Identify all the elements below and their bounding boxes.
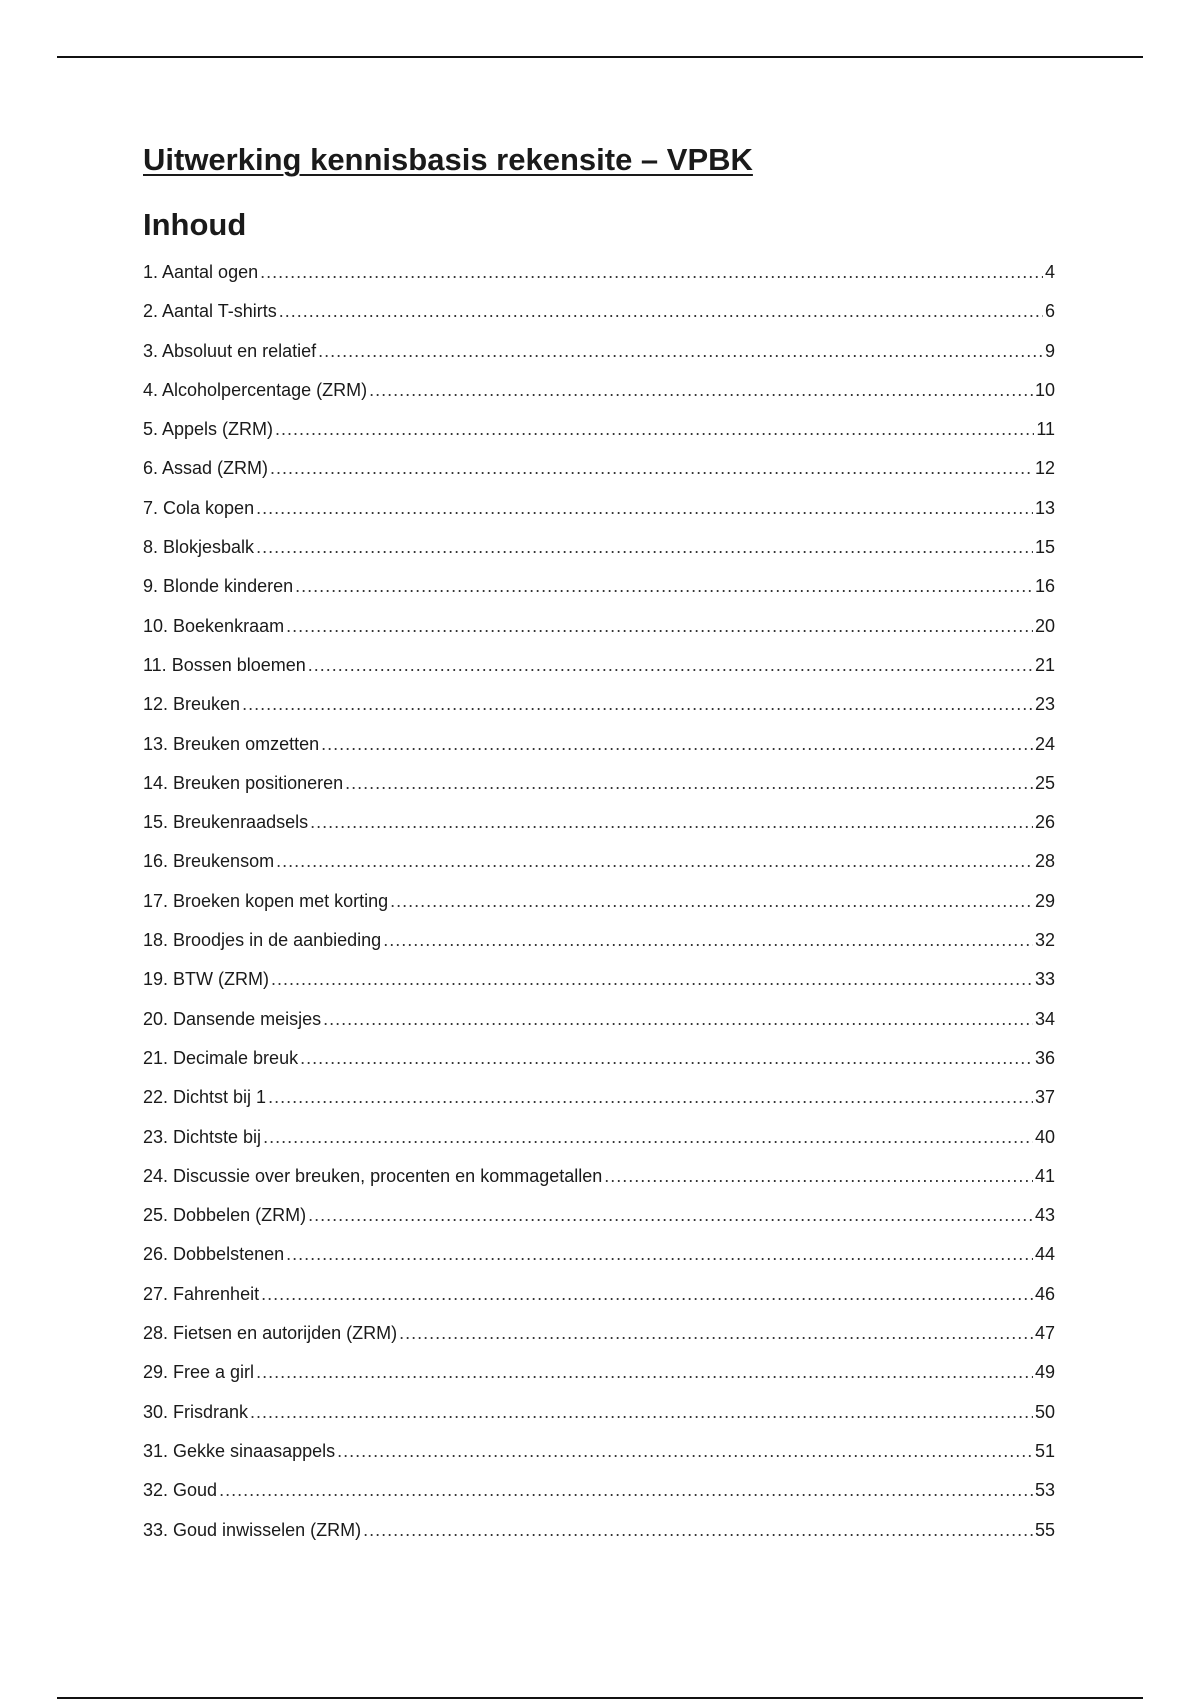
- toc-entry-page: 33: [1034, 969, 1055, 990]
- toc-entry-page: 10: [1034, 379, 1055, 400]
- toc-entry-page: 55: [1034, 1519, 1055, 1540]
- toc-entry[interactable]: [143, 1242, 1055, 1281]
- toc-entry[interactable]: [143, 1007, 1055, 1046]
- toc-entry[interactable]: [143, 849, 1055, 888]
- toc-entry-label: 18. Broodjes in de aanbieding: [143, 930, 382, 951]
- toc-entry-label: 2. Aantal T-shirts: [143, 301, 277, 322]
- toc-entry-label: 7. Cola kopen: [143, 497, 255, 518]
- toc-entry[interactable]: [143, 1360, 1055, 1399]
- toc-entry-label: 20. Dansende meisjes: [143, 1008, 322, 1029]
- toc-entry-page: 50: [1034, 1401, 1055, 1422]
- toc-entry[interactable]: [143, 771, 1055, 810]
- toc-dot-leader: [310, 810, 1033, 834]
- toc-heading: Inhoud: [143, 207, 247, 242]
- toc-dot-leader: [390, 889, 1033, 913]
- toc-dot-leader: [256, 1360, 1033, 1384]
- toc-dot-leader: [279, 299, 1043, 323]
- toc-entry[interactable]: [143, 299, 1055, 338]
- toc-entry[interactable]: [143, 456, 1055, 495]
- toc-entry-page: 51: [1034, 1440, 1055, 1461]
- toc-entry[interactable]: [143, 1046, 1055, 1085]
- toc-entry-label: 10. Boekenkraam: [143, 615, 285, 636]
- toc-dot-leader: [399, 1321, 1033, 1345]
- toc-entry-label: 25. Dobbelen (ZRM): [143, 1205, 307, 1226]
- toc-entry-label: 26. Dobbelstenen: [143, 1244, 285, 1265]
- toc-dot-leader: [604, 1164, 1033, 1188]
- toc-dot-leader: [275, 417, 1034, 441]
- toc-dot-leader: [321, 732, 1033, 756]
- toc-entry-page: 47: [1034, 1323, 1055, 1344]
- toc-entry-label: 33. Goud inwisselen (ZRM): [143, 1519, 362, 1540]
- toc-entry-label: 19. BTW (ZRM): [143, 969, 269, 990]
- toc-dot-leader: [260, 260, 1043, 284]
- toc-entry[interactable]: [143, 378, 1055, 417]
- toc-entry-page: 29: [1034, 890, 1055, 911]
- toc-entry-page: 40: [1034, 1126, 1055, 1147]
- toc-dot-leader: [286, 1242, 1033, 1266]
- toc-entry-label: 12. Breuken: [143, 694, 241, 715]
- toc-entry-label: 16. Breukensom: [143, 851, 275, 872]
- toc-entry-page: 26: [1034, 812, 1055, 833]
- toc-entry[interactable]: [143, 967, 1055, 1006]
- toc-entry-page: 20: [1034, 615, 1055, 636]
- toc-dot-leader: [323, 1007, 1033, 1031]
- toc-entry[interactable]: [143, 1518, 1055, 1557]
- toc-entry-label: 17. Broeken kopen met korting: [143, 890, 389, 911]
- toc-entry[interactable]: [143, 1400, 1055, 1439]
- toc-entry-label: 27. Fahrenheit: [143, 1283, 260, 1304]
- toc-dot-leader: [268, 1085, 1033, 1109]
- toc-entry[interactable]: [143, 1478, 1055, 1517]
- toc-entry-page: 16: [1034, 576, 1055, 597]
- toc-entry[interactable]: [143, 653, 1055, 692]
- toc-entry-page: 37: [1034, 1087, 1055, 1108]
- toc-entry-page: 11: [1036, 419, 1055, 440]
- toc-entry-page: 28: [1034, 851, 1055, 872]
- toc-dot-leader: [261, 1282, 1033, 1306]
- toc-entry[interactable]: [143, 535, 1055, 574]
- toc-entry-label: 30. Frisdrank: [143, 1401, 249, 1422]
- toc-entry-page: 4: [1044, 262, 1055, 282]
- toc-entry[interactable]: [143, 928, 1055, 967]
- toc-dot-leader: [318, 339, 1043, 363]
- toc-entry[interactable]: [143, 260, 1055, 299]
- toc-entry-label: 6. Assad (ZRM): [143, 458, 269, 479]
- toc-entry-page: 23: [1034, 694, 1055, 715]
- toc-dot-leader: [286, 614, 1033, 638]
- toc-entry-page: 13: [1034, 497, 1055, 518]
- toc-entry-page: 36: [1034, 1047, 1055, 1068]
- toc-dot-leader: [300, 1046, 1033, 1070]
- toc-entry-page: 41: [1034, 1165, 1055, 1186]
- toc-entry[interactable]: [143, 732, 1055, 771]
- toc-dot-leader: [271, 967, 1033, 991]
- toc-entry-page: 32: [1034, 930, 1055, 951]
- toc-dot-leader: [295, 574, 1033, 598]
- toc-entry-page: 53: [1034, 1480, 1055, 1501]
- footer-rule: [57, 1697, 1143, 1699]
- toc-entry-page: 25: [1034, 772, 1055, 793]
- toc-entry-label: 23. Dichtste bij: [143, 1126, 262, 1147]
- toc-dot-leader: [363, 1518, 1033, 1542]
- document-title: Uitwerking kennisbasis rekensite – VPBK: [143, 142, 753, 177]
- toc-entry-label: 3. Absoluut en relatief: [143, 340, 317, 361]
- toc-entry-page: 49: [1034, 1362, 1055, 1383]
- toc-entry-page: 21: [1034, 654, 1055, 675]
- toc-entry[interactable]: [143, 1164, 1055, 1203]
- toc-dot-leader: [256, 535, 1033, 559]
- toc-entry-page: 12: [1034, 458, 1055, 479]
- toc-entry-label: 15. Breukenraadsels: [143, 812, 309, 833]
- toc-entry-label: 32. Goud: [143, 1480, 218, 1501]
- toc-entry[interactable]: [143, 1282, 1055, 1321]
- toc-entry[interactable]: [143, 574, 1055, 613]
- toc-entry[interactable]: [143, 889, 1055, 928]
- toc-entry-page: 34: [1034, 1008, 1055, 1029]
- toc-entry[interactable]: [143, 339, 1055, 378]
- toc-dot-leader: [219, 1478, 1033, 1502]
- toc-entry[interactable]: [143, 417, 1055, 456]
- toc-entry-page: 44: [1034, 1244, 1055, 1265]
- toc-entry-page: 24: [1034, 733, 1055, 754]
- toc-dot-leader: [276, 849, 1033, 873]
- toc-entry[interactable]: [143, 496, 1055, 535]
- toc-entry-page: 46: [1034, 1283, 1055, 1304]
- toc-entry-label: 21. Decimale breuk: [143, 1047, 299, 1068]
- toc-entry[interactable]: [143, 1085, 1055, 1124]
- toc-entry-label: 22. Dichtst bij 1: [143, 1087, 267, 1108]
- toc-dot-leader: [337, 1439, 1033, 1463]
- toc-entry-label: 4. Alcoholpercentage (ZRM): [143, 379, 368, 400]
- table-of-contents: [143, 260, 1055, 1557]
- toc-entry[interactable]: [143, 1125, 1055, 1164]
- toc-dot-leader: [308, 1203, 1033, 1227]
- header-rule: [57, 56, 1143, 58]
- toc-entry-label: 8. Blokjesbalk: [143, 537, 255, 558]
- toc-entry-label: 9. Blonde kinderen: [143, 576, 294, 597]
- toc-dot-leader: [383, 928, 1033, 952]
- toc-entry-page: 9: [1044, 340, 1055, 361]
- toc-dot-leader: [270, 456, 1033, 480]
- toc-entry-label: 11. Bossen bloemen: [143, 654, 306, 675]
- toc-entry-label: 14. Breuken positioneren: [143, 772, 344, 793]
- toc-entry-label: 31. Gekke sinaasappels: [143, 1440, 336, 1461]
- toc-entry-page: 6: [1044, 301, 1055, 322]
- toc-entry-label: 1. Aantal ogen: [143, 262, 259, 282]
- toc-entry-label: 28. Fietsen en autorijden (ZRM): [143, 1323, 398, 1344]
- toc-entry[interactable]: [143, 810, 1055, 849]
- toc-dot-leader: [263, 1125, 1033, 1149]
- toc-dot-leader: [345, 771, 1033, 795]
- toc-entry[interactable]: [143, 1321, 1055, 1360]
- toc-entry-label: 29. Free a girl: [143, 1362, 255, 1383]
- toc-dot-leader: [242, 692, 1033, 716]
- toc-dot-leader: [256, 496, 1033, 520]
- toc-entry-label: 24. Discussie over breuken, procenten en kommagetallen: [143, 1165, 603, 1186]
- toc-entry[interactable]: [143, 614, 1055, 653]
- toc-entry[interactable]: [143, 1439, 1055, 1478]
- toc-entry-label: 13. Breuken omzetten: [143, 733, 320, 754]
- toc-dot-leader: [250, 1400, 1033, 1424]
- toc-entry-label: 5. Appels (ZRM): [143, 419, 274, 440]
- toc-dot-leader: [308, 653, 1033, 677]
- toc-dot-leader: [369, 378, 1033, 402]
- toc-entry-page: 43: [1034, 1205, 1055, 1226]
- toc-entry[interactable]: [143, 692, 1055, 731]
- toc-entry-page: 15: [1034, 537, 1055, 558]
- toc-entry[interactable]: [143, 1203, 1055, 1242]
